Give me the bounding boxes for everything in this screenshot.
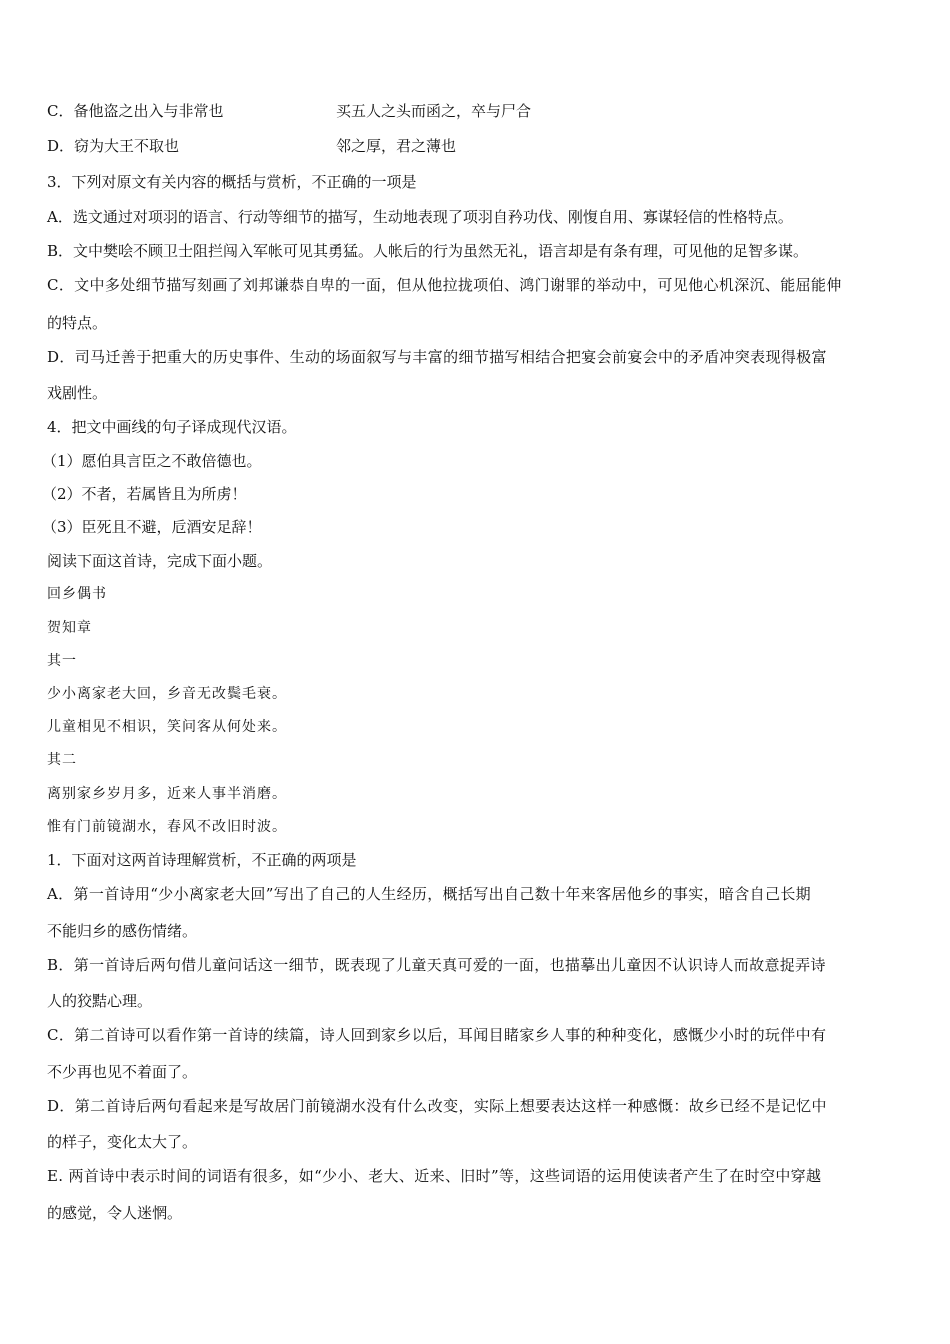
poem-part1-line2: 儿童相见不相识，笑问客从何处来。 [47,719,287,735]
q2-option-c [47,101,909,121]
q3-option-d-line2: 戏剧性。 [47,384,108,402]
q1-stem: 1．下面对这两首诗理解赏析，不正确的两项是 [47,851,357,869]
poem-part-1: 其一 [47,653,77,669]
q1-option-b-line2: 人的狡黠心理。 [47,992,153,1010]
q4-item-1: （1）愿伯具言臣之不敢倍德也。 [42,452,262,470]
q2-option-c-left: C．备他盗之出入与非常也 [47,102,224,120]
q3-option-d-line1: D．司马迁善于把重大的历史事件、生动的场面叙写与丰富的细节描写相结合把宴会前宴会中的矛盾冲突表现得极富 [47,348,827,366]
q1-option-e-line1: E. 两首诗中表示时间的词语有很多，如“少小、老大、近来、旧时”等，这些词语的运用使读者产生了在时空中穿越 [47,1167,822,1185]
q1-option-a-line1: A．第一首诗用“少小离家老大回”写出了自己的人生经历，概括写出自己数十年来客居他乡的事实，暗含自己长期 [47,885,812,903]
poem-author: 贺知章 [47,620,92,636]
q1-option-b-line1: B．第一首诗后两句借儿童问话这一细节，既表现了儿童天真可爱的一面，也描摹出儿童因不认识诗人而故意捉弄诗 [47,956,826,974]
poem-title: 回乡偶书 [47,586,107,602]
q2-option-c-right: 买五人之头而函之，卒与尸合 [336,102,532,120]
poem-intro: 阅读下面这首诗，完成下面小题。 [47,552,273,570]
q4-item-2: （2）不者，若属皆且为所虏！ [42,485,247,503]
q1-option-c-line2: 不少再也见不着面了。 [47,1063,198,1081]
q1-option-d-line1: D．第二首诗后两句看起来是写故居门前镜湖水没有什么改变，实际上想要表达这样一种感慨：故乡已经不是记忆中 [47,1097,827,1115]
q1-option-a-line2: 不能归乡的感伤情绪。 [47,922,198,940]
q4-stem: 4．把文中画线的句子译成现代汉语。 [47,418,297,436]
q3-option-c-line2: 的特点。 [47,314,108,332]
q1-option-d-line2: 的样子，变化太大了。 [47,1133,198,1151]
q3-option-c-line1: C．文中多处细节描写刻画了刘邦谦恭自卑的一面，但从他拉拢项伯、鸿门谢罪的举动中，可见他心机深沉、能屈能伸 [47,276,842,294]
poem-part-2: 其二 [47,752,77,768]
q3-option-b: B．文中樊哙不顾卫士阻拦闯入军帐可见其勇猛。人帐后的行为虽然无礼，语言却是有条有理，可见他的足智多谋。 [47,242,809,260]
q2-option-d-left: D．窃为大王不取也 [47,137,180,155]
poem-part2-line1: 离别家乡岁月多，近来人事半消磨。 [47,786,287,802]
q1-option-c-line1: C．第二首诗可以看作第一首诗的续篇，诗人回到家乡以后，耳闻目睹家乡人事的种种变化，感慨少小时的玩伴中有 [47,1026,827,1044]
poem-part2-line2: 惟有门前镜湖水，春风不改旧时波。 [47,819,287,835]
q1-option-e-line2: 的感觉，令人迷惘。 [47,1204,183,1222]
q2-option-d [47,136,909,156]
q2-option-d-right: 邻之厚，君之薄也 [336,137,457,155]
q3-stem: 3．下列对原文有关内容的概括与赏析，不正确的一项是 [47,173,417,191]
q3-option-a: A．选文通过对项羽的语言、行动等细节的描写，生动地表现了项羽自矜功伐、刚愎自用、寡谋轻信的性格特点。 [47,208,793,226]
q4-item-3: （3）臣死且不避，卮酒安足辞！ [42,518,262,536]
poem-part1-line1: 少小离家老大回，乡音无改鬓毛衰。 [47,686,287,702]
